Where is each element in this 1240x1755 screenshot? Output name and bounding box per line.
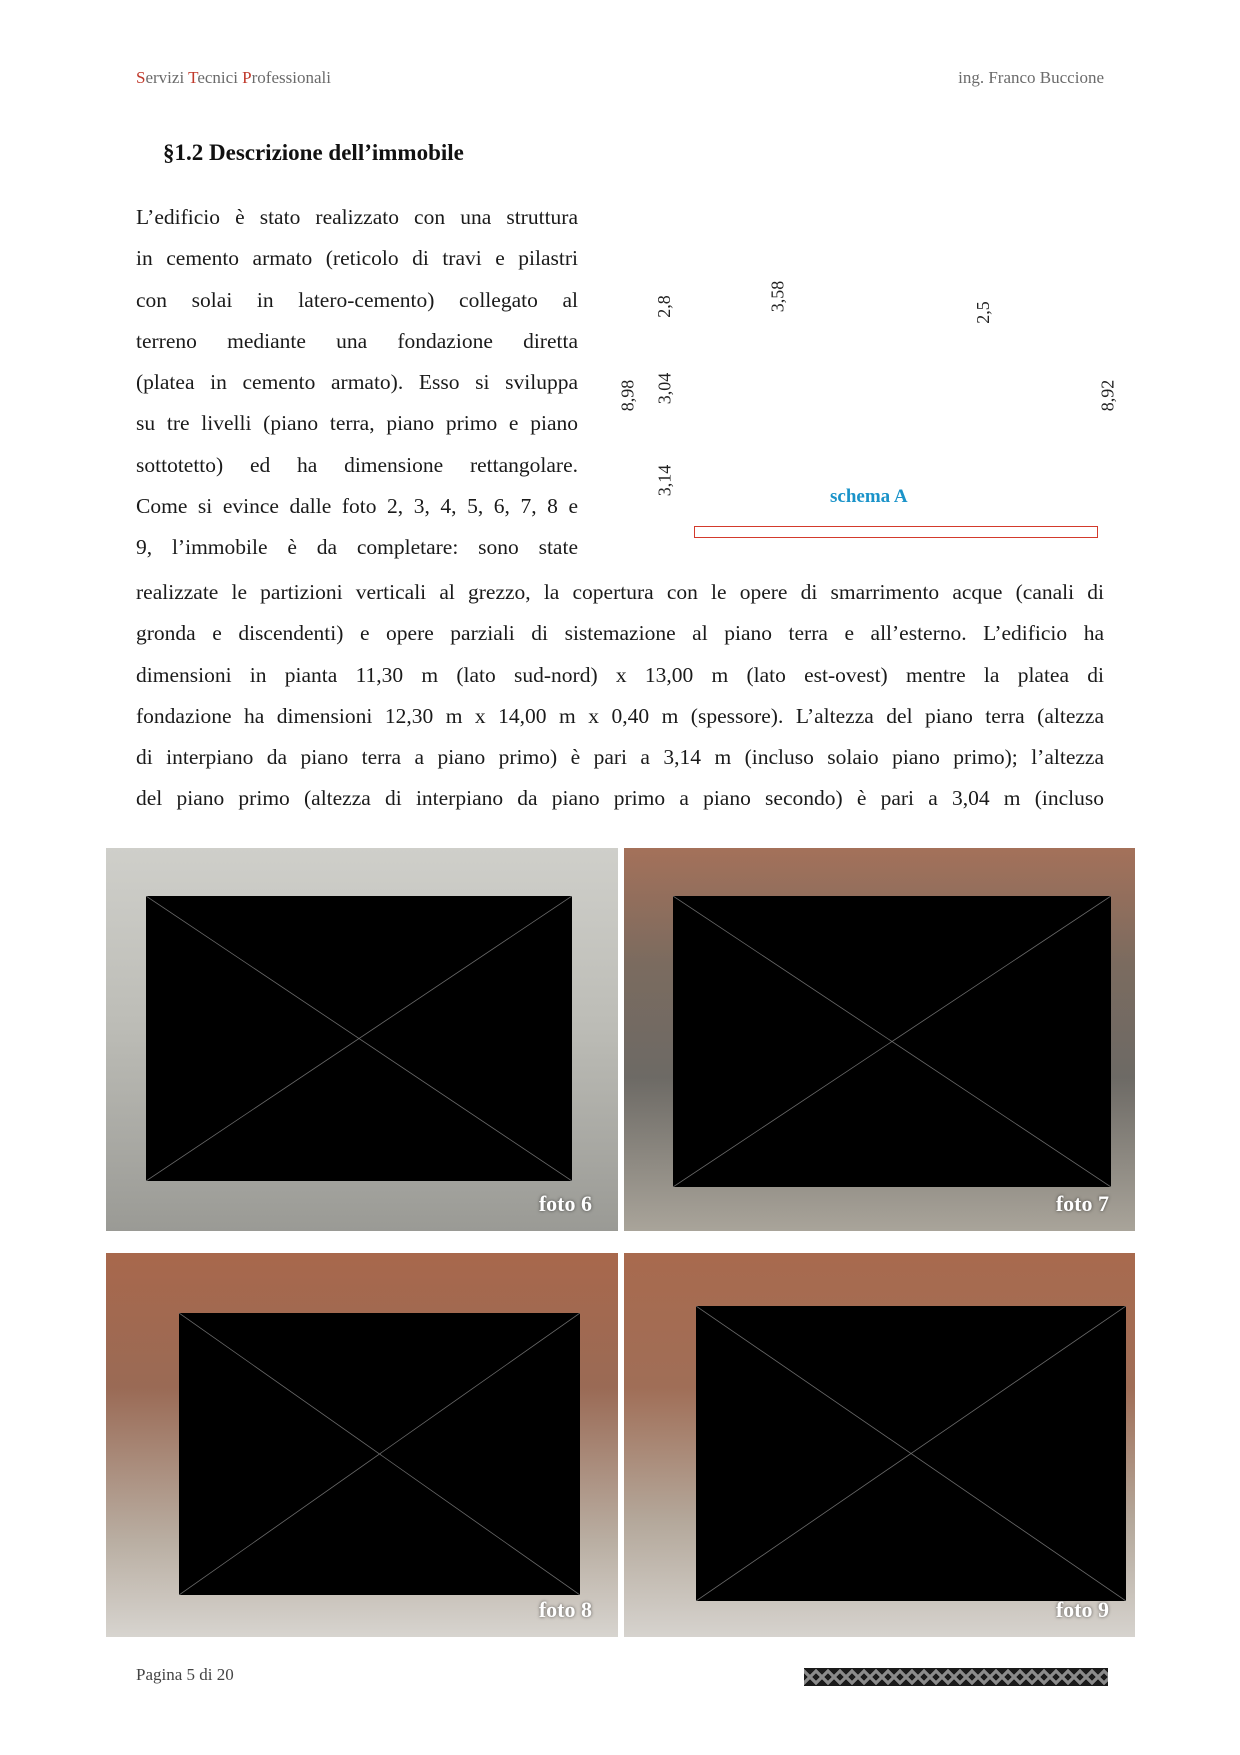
dim-mid-left: 3,04 bbox=[654, 372, 675, 405]
placeholder-cross-icon bbox=[146, 896, 572, 1181]
header-word-tecnici: ecnici bbox=[197, 68, 243, 87]
dim-top-left: 2,8 bbox=[653, 295, 674, 318]
paragraph-line: L’edificio è stato realizzato con una struttura bbox=[136, 205, 578, 229]
photo-caption: foto 6 bbox=[538, 1191, 592, 1216]
photo-8 bbox=[106, 1253, 618, 1637]
paragraph-line: sottotetto) ed ha dimensione rettangolare. bbox=[136, 452, 578, 477]
paragraph-line: di interpiano da piano terra a piano primo) è pari a 3,14 m (incluso solaio piano primo); l’altezza bbox=[136, 745, 1104, 770]
dim-bottom-left: 3,14 bbox=[654, 464, 675, 497]
paragraph-line: con solai in latero-cemento) collegato al bbox=[136, 287, 578, 312]
footer-decorative-bar bbox=[804, 1668, 1108, 1686]
dim-total-left: 8,98 bbox=[617, 379, 638, 412]
image-placeholder bbox=[696, 1306, 1126, 1601]
header-initial-s: S bbox=[136, 68, 146, 87]
photo-caption: foto 8 bbox=[538, 1597, 592, 1622]
section-title: §1.2 Descrizione dell’immobile bbox=[163, 140, 464, 165]
paragraph-line: gronda e discendenti) e opere parziali di sistemazione al piano terra e all’esterno. L’edificio ha bbox=[136, 621, 1104, 646]
dim-total-right: 8,92 bbox=[1097, 379, 1118, 412]
header-initial-t: T bbox=[188, 68, 198, 87]
schema-outline bbox=[694, 526, 1098, 538]
paragraph-line: in cemento armato (reticolo di travi e pilastri bbox=[136, 246, 578, 271]
image-placeholder bbox=[146, 896, 572, 1181]
paragraph-line: dimensioni in pianta 11,30 m (lato sud-nord) x 13,00 m (lato est-ovest) mentre la platea di bbox=[136, 662, 1104, 687]
paragraph-line: (platea in cemento armato). Esso si sviluppa bbox=[136, 370, 578, 395]
placeholder-cross-icon bbox=[696, 1306, 1126, 1601]
header-word-servizi: ervizi bbox=[145, 68, 189, 87]
schema-label: schema A bbox=[830, 486, 908, 507]
page-number: Pagina 5 di 20 bbox=[136, 1665, 234, 1684]
dim-top-right: 2,5 bbox=[972, 301, 993, 324]
paragraph-line: terreno mediante una fondazione diretta bbox=[136, 328, 578, 353]
paragraph-line: 9, l’immobile è da completare: sono state bbox=[136, 535, 578, 560]
photo-caption: foto 9 bbox=[1055, 1597, 1109, 1622]
paragraph-line: fondazione ha dimensioni 12,30 m x 14,00 m x 0,40 m (spessore). L’altezza del piano terra (altezza bbox=[136, 703, 1104, 728]
paragraph-top bbox=[136, 197, 578, 569]
placeholder-cross-icon bbox=[179, 1313, 580, 1595]
dim-top-middle: 3,58 bbox=[767, 280, 788, 313]
photo-caption: foto 7 bbox=[1055, 1191, 1109, 1216]
image-placeholder bbox=[179, 1313, 580, 1595]
header-firm-name bbox=[136, 68, 331, 88]
photo-9 bbox=[624, 1253, 1135, 1637]
paragraph-full bbox=[136, 572, 1104, 820]
paragraph-line: realizzate le partizioni verticali al grezzo, la copertura con le opere di smarrimento acque (canali di bbox=[136, 580, 1104, 604]
paragraph-line: del piano primo (altezza di interpiano da piano primo a piano secondo) è pari a 3,04 m (incluso bbox=[136, 786, 1104, 811]
placeholder-cross-icon bbox=[673, 896, 1111, 1187]
paragraph-line: su tre livelli (piano terra, piano primo e piano bbox=[136, 411, 578, 436]
photo-7 bbox=[624, 848, 1135, 1231]
header-author: ing. Franco Buccione bbox=[958, 68, 1104, 87]
photo-6 bbox=[106, 848, 618, 1231]
header-initial-p: P bbox=[242, 68, 252, 87]
header-word-professionali: rofessionali bbox=[251, 68, 331, 87]
paragraph-line: Come si evince dalle foto 2, 3, 4, 5, 6, 7, 8 e bbox=[136, 494, 578, 519]
image-placeholder bbox=[673, 896, 1111, 1187]
